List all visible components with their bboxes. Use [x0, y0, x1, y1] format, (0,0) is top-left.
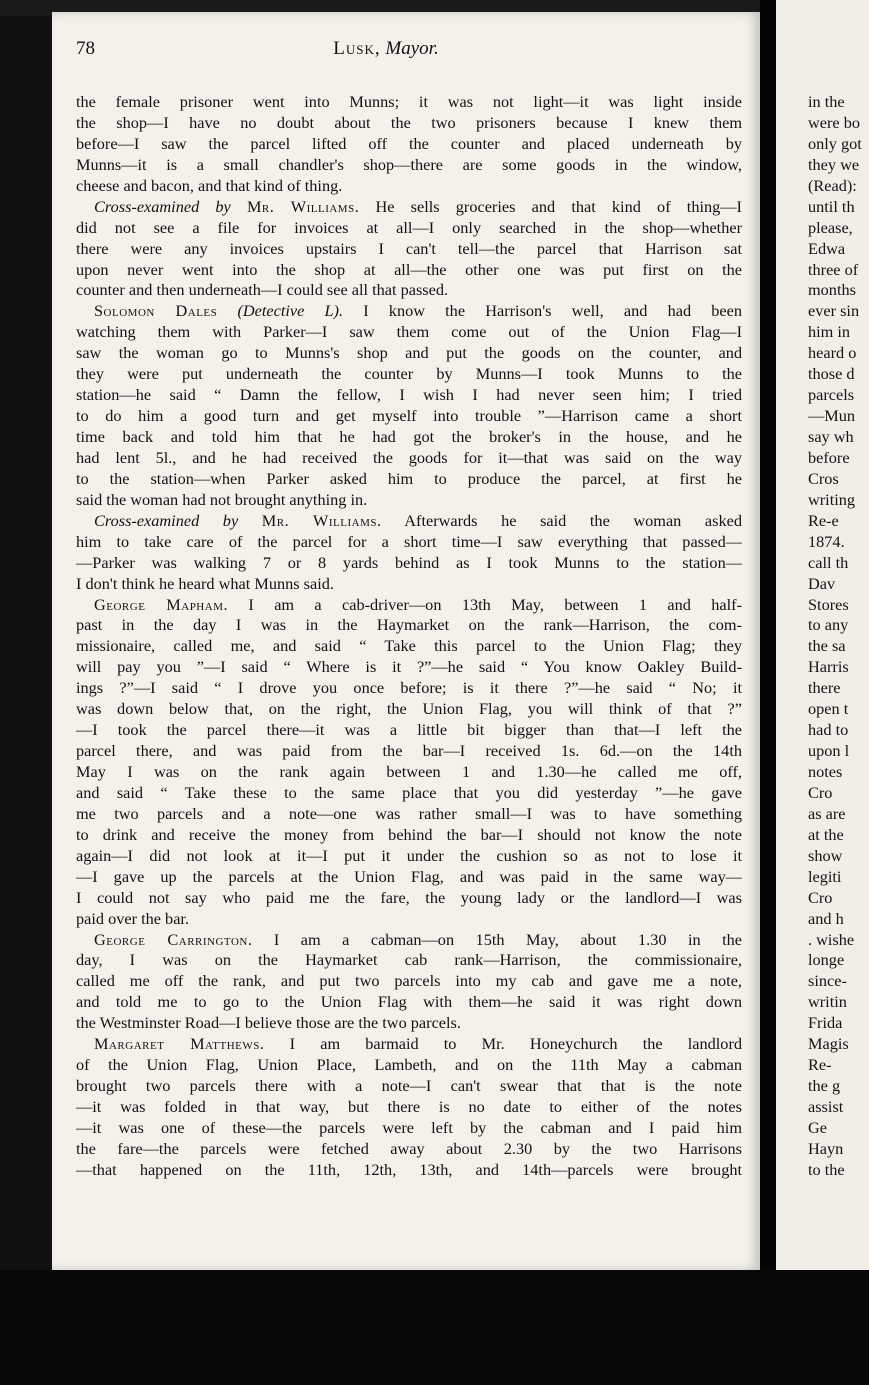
right-page-line: until th [808, 196, 855, 216]
right-page-line: ever sin [808, 301, 860, 321]
right-page-line: —Mun [808, 406, 856, 426]
text-line: the Westminster Road—I believe those are the two parcels. [76, 1013, 461, 1033]
speaker-name: George Carrington. [94, 929, 253, 949]
right-page-line: call th [808, 552, 849, 572]
text-line: called me off the rank, and put two parcels into my cab and gave me a note, [76, 971, 742, 991]
right-page-line: there [808, 678, 841, 698]
right-page-line: longe [808, 950, 845, 970]
text-line: to do him a good turn and get myself into trouble ”—Harrison came a short [76, 406, 742, 426]
text-line: day, I was on the Haymarket cab rank—Harrison, the commissionaire, [76, 950, 742, 970]
right-page-line: the sa [808, 636, 846, 656]
text-line: —I took the parcel there—it was a little bit bigger than that—I left the [76, 720, 742, 740]
right-page-line: they we [808, 154, 860, 174]
text-line: ings ?”—I said “ I drove you once before; is it there ?”—he said “ No; it [76, 678, 742, 698]
text-line: and said “ Take these to the same place that you did yesterday ”—he gave [76, 782, 742, 802]
right-page-line: please, [808, 217, 853, 237]
exam-label: Cross-examined by [94, 196, 231, 216]
right-page-line: had to [808, 720, 849, 740]
text-line: will pay you ”—I said “ Where is it ?”—he said “ You know Oakley Build- [76, 657, 742, 677]
right-page-line: . wishe [808, 929, 855, 949]
right-page-line: those d [808, 364, 855, 384]
text-line: saw the woman go to Munns's shop and put the goods on the counter, and [76, 343, 742, 363]
right-page-line: and h [808, 908, 844, 928]
text-line: parcel there, and was paid from the bar—I received 1s. 6d.—on the 14th [76, 741, 742, 761]
right-page-line: Magis [808, 1034, 849, 1054]
text-line: the shop—I have no doubt about the two prisoners because I knew them [76, 112, 742, 132]
paragraph-first-text: He sells groceries and that kind of thing—I [375, 196, 742, 216]
text-line: watching them with Parker—I saw them come out of the Union Flag—I [76, 322, 742, 342]
text-line: me two parcels and a note—one was rather small—I was to have something [76, 803, 742, 823]
text-line: May I was on the rank again between 1 and 1.30—he called me off, [76, 762, 742, 781]
paragraph-start [76, 1034, 742, 1055]
paragraph-first-text: I am barmaid to Mr. Honeychurch the landlord [289, 1034, 742, 1054]
speaker-role: (Detective L). [237, 301, 344, 321]
text-line: the female prisoner went into Munns; it was not light—it was light inside [76, 92, 742, 111]
page-number: 78 [76, 38, 95, 59]
text-line: —that happened on the 11th, 12th, 13th, and 14th—parcels were brought [76, 1159, 742, 1179]
right-page-line: Re- [808, 1055, 832, 1075]
right-page-line: Ge [808, 1117, 827, 1137]
scan-left-margin [0, 0, 52, 1270]
speaker-name: Mr. Williams. [246, 196, 360, 216]
left-page-text [76, 92, 742, 1181]
right-page-line: the g [808, 1076, 841, 1096]
right-page-line: writing [808, 489, 856, 509]
right-page-line: only got [808, 133, 862, 153]
text-line: —it was folded in that way, but there is no date to either of the notes [76, 1097, 742, 1116]
text-line: of the Union Flag, Union Place, Lambeth, and on the 11th May a cabman [76, 1055, 742, 1075]
text-line: had lent 5l., and he had received the goods for it—that was said on the way [76, 447, 742, 467]
running-head-name: Lusk, [333, 38, 381, 59]
right-page-line: assist [808, 1097, 844, 1116]
text-line: counter and then underneath—I could see all that passed. [76, 280, 449, 300]
right-page-line: show [808, 845, 843, 865]
right-page-line: since- [808, 971, 847, 991]
right-page-line: Dav [808, 573, 836, 593]
right-page-line: before [808, 447, 850, 467]
paragraph-first-text: Afterwards he said the woman asked [404, 510, 742, 530]
right-page-line: Re-e [808, 510, 839, 530]
text-line: —it was one of these—the parcels were left by the cabman and I paid him [76, 1117, 742, 1137]
right-page-line: at the [808, 824, 844, 844]
paragraph-start [76, 930, 742, 951]
right-page-line: legiti [808, 866, 842, 886]
right-page-line: Harris [808, 657, 849, 677]
text-line: did not see a file for invoices at all—I only searched in the shop—whether [76, 217, 742, 237]
text-line: the fare—the parcels were fetched away about 2.30 by the two Harrisons [76, 1138, 742, 1158]
right-page-line: say wh [808, 427, 854, 446]
text-line: again—I did not look at it—I put it under the cushion so as not to lose it [76, 845, 742, 865]
text-line: was down below that, on the right, the Union Flag, you will think of that ?” [76, 699, 742, 719]
right-page-line: were bo [808, 112, 860, 132]
right-page-line: in the [808, 92, 845, 111]
text-line: upon never went into the shop at all—the other one was put first on the [76, 259, 742, 279]
text-line: paid over the bar. [76, 908, 190, 928]
running-head [76, 38, 696, 60]
right-page-line: writin [808, 992, 847, 1012]
speaker-name: Margaret Matthews. [94, 1034, 265, 1054]
text-line: and told me to go to the Union Flag with them—he said it was right down [76, 992, 742, 1012]
right-page-line: him in [808, 322, 851, 342]
speaker-name: Solomon Dales [94, 301, 218, 321]
text-line: they were put underneath the counter by Munns—I took Munns to the [76, 364, 742, 384]
speaker-name: George Mapham. [94, 594, 229, 614]
text-line: —I gave up the parcels at the Union Flag, and was paid in the same way— [76, 866, 742, 886]
exam-label: Cross-examined by [94, 510, 239, 530]
text-line: to the station—when Parker asked him to produce the parcel, at first he [76, 468, 742, 488]
text-line: —Parker was walking 7 or 8 yards behind as I took Munns to the station— [76, 552, 742, 572]
paragraph-start [76, 595, 742, 616]
right-page-line: to the [808, 1159, 845, 1179]
text-line: before—I saw the parcel lifted off the counter and placed underneath by [76, 133, 742, 153]
right-page-line: Edwa [808, 238, 846, 258]
text-line: cheese and bacon, and that kind of thing. [76, 175, 343, 195]
speaker-name: Mr. Williams. [261, 510, 382, 530]
right-page-line: Stores [808, 594, 849, 614]
paragraph-first-text: I know the Harrison's well, and had been [363, 301, 742, 321]
text-line: I don't think he heard what Munns said. [76, 573, 334, 593]
right-page-line: notes [808, 762, 843, 781]
text-line: station—he said “ Damn the fellow, I wish I had never seen him; I tried [76, 385, 742, 405]
right-page-line: Frida [808, 1013, 843, 1033]
paragraph-start [76, 301, 742, 322]
page-header [76, 38, 696, 68]
right-page-line: open t [808, 699, 849, 719]
right-page-line: Cro [808, 887, 833, 907]
running-head-title: Mayor. [385, 38, 439, 59]
right-page-line: three of [808, 259, 859, 279]
text-line: past in the day I was in the Haymarket on the rank—Harrison, the com- [76, 615, 742, 635]
text-line: time back and told him that he had got the broker's in the house, and he [76, 427, 742, 446]
text-line: I could not say who paid me the fare, the young lady or the landlord—I was [76, 887, 742, 907]
paragraph-first-text: I am a cabman—on 15th May, about 1.30 in the [273, 929, 742, 949]
right-page-text [808, 92, 869, 1181]
right-page-line: heard o [808, 343, 857, 363]
text-line: missionaire, called me, and said “ Take this parcel to the Union Flag; they [76, 636, 742, 656]
right-page-line: upon l [808, 741, 850, 761]
text-line: said the woman had not brought anything in. [76, 489, 368, 509]
paragraph-start [76, 511, 742, 532]
right-page-line: 1874. [808, 531, 845, 551]
paragraph-first-text: I am a cab-driver—on 13th May, between 1 and half- [248, 594, 742, 614]
text-line: him to take care of the parcel for a short time—I saw everything that passed— [76, 531, 742, 551]
right-page-line: parcels [808, 385, 855, 405]
scan-bottom-edge [0, 1270, 869, 1385]
right-page-line: (Read): [808, 175, 857, 195]
paragraph-start [76, 197, 742, 218]
text-line: to drink and receive the money from behind the bar—I should not know the note [76, 824, 742, 844]
right-page-line: months [808, 280, 856, 300]
book-gutter [760, 0, 776, 1272]
text-line: there were any invoices upstairs I can't tell—the parcel that Harrison sat [76, 238, 742, 258]
right-page-line: Cro [808, 782, 833, 802]
text-line: Munns—it is a small chandler's shop—there are some goods in the window, [76, 154, 742, 174]
right-page-line: as are [808, 803, 846, 823]
text-line: brought two parcels there with a note—I can't swear that that is the note [76, 1076, 742, 1096]
right-page-line: Cros [808, 468, 839, 488]
right-page-line: to any [808, 615, 849, 635]
right-page-line: Hayn [808, 1138, 844, 1158]
